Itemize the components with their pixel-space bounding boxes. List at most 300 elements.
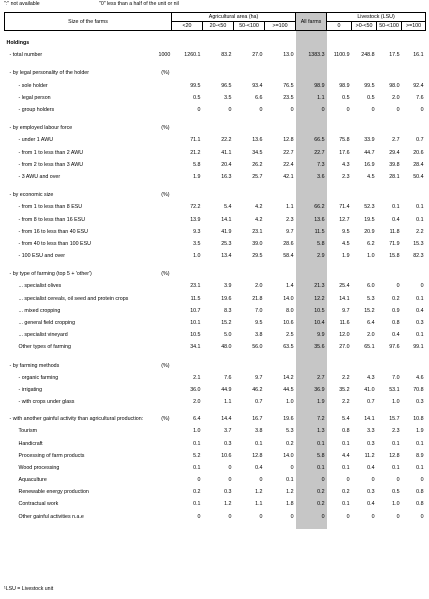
value-cell bbox=[172, 67, 203, 79]
row-label: Other gainful activities n.a.e bbox=[18, 513, 84, 520]
value-cell: 76.5 bbox=[283, 82, 294, 89]
value-cell bbox=[352, 67, 377, 79]
value-cell: 35.2 bbox=[339, 386, 350, 393]
empty-cell bbox=[5, 523, 157, 529]
value-cell bbox=[327, 37, 352, 49]
value-cell: 13.9 bbox=[190, 216, 201, 223]
value-cell: 2.0 bbox=[392, 94, 400, 101]
row-label: ... specialist cereals, oil seed and protein crops bbox=[18, 295, 129, 302]
value-cell: 71.9 bbox=[389, 240, 400, 247]
value-cell: 10.6 bbox=[283, 320, 294, 327]
empty-cell bbox=[234, 523, 265, 529]
value-cell: 12.8 bbox=[283, 137, 294, 144]
value-cell: 1.2 bbox=[286, 489, 294, 496]
agri-col-header: >=100 bbox=[265, 22, 296, 31]
row-unit bbox=[157, 213, 172, 225]
table-row bbox=[5, 486, 426, 498]
value-cell: 4.5 bbox=[342, 240, 350, 247]
value-cell: 0 bbox=[396, 477, 400, 484]
row-unit bbox=[157, 486, 172, 498]
row-unit bbox=[157, 280, 172, 292]
value-cell: 14.0 bbox=[283, 452, 294, 459]
live-col-header: 50-<100 bbox=[377, 22, 402, 31]
value-cell: 16.1 bbox=[413, 52, 424, 59]
value-cell: 3.9 bbox=[224, 283, 232, 290]
value-cell: 0.1 bbox=[416, 216, 424, 223]
value-cell: 16.9 bbox=[364, 161, 375, 168]
value-cell bbox=[172, 268, 203, 280]
value-cell: 10.1 bbox=[190, 320, 201, 327]
value-cell: 14.0 bbox=[283, 295, 294, 302]
value-cell: 2.0 bbox=[255, 283, 263, 290]
value-cell: 1260.1 bbox=[184, 52, 201, 59]
row-label: Renewable energy production bbox=[18, 489, 89, 496]
farm-structure-table bbox=[4, 12, 426, 529]
all-farms-cell: 7.3 bbox=[296, 159, 327, 171]
value-cell: 0.1 bbox=[255, 440, 263, 447]
row-unit bbox=[157, 384, 172, 396]
value-cell: 0 bbox=[259, 477, 263, 484]
value-cell bbox=[265, 67, 296, 79]
table-row bbox=[5, 37, 426, 49]
value-cell: 58.4 bbox=[283, 253, 294, 260]
value-cell: 0.1 bbox=[193, 501, 201, 508]
value-cell: 9.7 bbox=[286, 228, 294, 235]
value-cell: 98.0 bbox=[389, 82, 400, 89]
value-cell: 10.6 bbox=[221, 452, 232, 459]
all-farms-cell bbox=[296, 360, 327, 372]
value-cell: 16.7 bbox=[252, 415, 263, 422]
value-cell: 2.2 bbox=[342, 374, 350, 381]
value-cell: 12.7 bbox=[339, 216, 350, 223]
value-cell: 15.3 bbox=[413, 240, 424, 247]
empty-cell bbox=[157, 523, 172, 529]
table-row bbox=[5, 329, 426, 341]
value-cell: 33.9 bbox=[364, 137, 375, 144]
value-cell: 0.1 bbox=[342, 464, 350, 471]
row-label: - 100 ESU and over bbox=[18, 253, 66, 260]
value-cell: 5.3 bbox=[367, 295, 375, 302]
value-cell: 1.9 bbox=[193, 173, 201, 180]
value-cell: 22.2 bbox=[221, 137, 232, 144]
row-unit bbox=[157, 329, 172, 341]
value-cell: 0 bbox=[420, 283, 424, 290]
footnote: ¹LSU = Livestock unit bbox=[4, 586, 54, 592]
all-farms-cell: 35.6 bbox=[296, 341, 327, 353]
value-cell bbox=[265, 189, 296, 201]
table-row bbox=[5, 92, 426, 104]
value-cell: 1.9 bbox=[416, 428, 424, 435]
row-label: Tourism bbox=[18, 428, 38, 435]
row-label: - by legal personality of the holder bbox=[9, 70, 89, 77]
table-row bbox=[5, 134, 426, 146]
live-col-header: >0-<50 bbox=[352, 22, 377, 31]
all-farms-cell: 0.1 bbox=[296, 437, 327, 449]
all-farms-cell: 5.8 bbox=[296, 450, 327, 462]
row-unit bbox=[157, 80, 172, 92]
agricultural-area-header: Agricultural area (ha) bbox=[172, 13, 296, 22]
value-cell bbox=[377, 67, 402, 79]
value-cell: 27.0 bbox=[339, 344, 350, 351]
value-cell: 0 bbox=[346, 107, 350, 114]
value-cell: 2.5 bbox=[286, 332, 294, 339]
row-label: - by farming methods bbox=[9, 362, 60, 369]
value-cell: 46.2 bbox=[252, 386, 263, 393]
row-label: - from 1 to less than 8 ESU bbox=[18, 204, 83, 211]
agri-col-header: 50-<100 bbox=[234, 22, 265, 31]
value-cell bbox=[352, 360, 377, 372]
value-cell: 0.1 bbox=[416, 464, 424, 471]
value-cell bbox=[327, 122, 352, 134]
value-cell: 0.5 bbox=[342, 94, 350, 101]
value-cell: 75.8 bbox=[339, 137, 350, 144]
value-cell: 0.2 bbox=[392, 295, 400, 302]
value-cell: 0 bbox=[290, 513, 294, 520]
value-cell: 0.1 bbox=[342, 501, 350, 508]
value-cell: 50.4 bbox=[413, 173, 424, 180]
value-cell: 6.4 bbox=[193, 415, 201, 422]
value-cell: 0.9 bbox=[392, 307, 400, 314]
row-label: - by economic size bbox=[9, 192, 54, 199]
value-cell bbox=[327, 67, 352, 79]
all-farms-cell bbox=[296, 122, 327, 134]
empty-cell bbox=[172, 523, 203, 529]
value-cell: 63.5 bbox=[283, 344, 294, 351]
value-cell: 6.4 bbox=[367, 320, 375, 327]
table-row bbox=[5, 201, 426, 213]
row-unit bbox=[157, 92, 172, 104]
row-unit bbox=[157, 437, 172, 449]
value-cell: 5.0 bbox=[224, 332, 232, 339]
agri-col-header: 20-<50 bbox=[203, 22, 234, 31]
table-row bbox=[5, 305, 426, 317]
value-cell: 2.7 bbox=[392, 137, 400, 144]
value-cell: 7.6 bbox=[224, 374, 232, 381]
row-unit bbox=[157, 134, 172, 146]
value-cell: 25.7 bbox=[252, 173, 263, 180]
value-cell: 98.9 bbox=[339, 82, 350, 89]
value-cell: 23.1 bbox=[190, 283, 201, 290]
value-cell: 19.5 bbox=[364, 216, 375, 223]
all-farms-cell: 1.9 bbox=[296, 396, 327, 408]
value-cell: 9.5 bbox=[342, 228, 350, 235]
row-label: - with another gainful activity than agricultural production: bbox=[9, 415, 144, 422]
all-farms-header: All farms bbox=[296, 13, 327, 31]
value-cell: 3.8 bbox=[255, 428, 263, 435]
row-unit: (%) bbox=[161, 415, 170, 422]
value-cell: 23.1 bbox=[252, 228, 263, 235]
value-cell: 99.1 bbox=[413, 344, 424, 351]
all-farms-cell: 98.9 bbox=[296, 80, 327, 92]
value-cell: 0.5 bbox=[367, 94, 375, 101]
row-label: Other types of farming bbox=[18, 344, 71, 351]
value-cell: 0 bbox=[346, 513, 350, 520]
value-cell bbox=[234, 360, 265, 372]
value-cell: 72.2 bbox=[190, 204, 201, 211]
row-unit: (%) bbox=[161, 362, 170, 369]
table-row bbox=[5, 159, 426, 171]
value-cell: 44.7 bbox=[364, 149, 375, 156]
table-row bbox=[5, 250, 426, 262]
row-label: - irrigating bbox=[18, 386, 43, 393]
empty-cell bbox=[203, 523, 234, 529]
value-cell: 0.1 bbox=[392, 464, 400, 471]
table-row bbox=[5, 360, 426, 372]
value-cell: 7.0 bbox=[255, 307, 263, 314]
table-row bbox=[5, 268, 426, 280]
all-farms-cell: 10.5 bbox=[296, 305, 327, 317]
value-cell: 20.9 bbox=[364, 228, 375, 235]
empty-cell bbox=[377, 523, 402, 529]
table-row bbox=[5, 213, 426, 225]
value-cell: 0.2 bbox=[286, 440, 294, 447]
row-label: - total number bbox=[9, 52, 43, 59]
spacer-row bbox=[5, 523, 426, 529]
row-label: Wood processing bbox=[18, 464, 60, 471]
empty-cell bbox=[265, 523, 296, 529]
all-farms-cell: 66.5 bbox=[296, 134, 327, 146]
value-cell: 1.0 bbox=[286, 399, 294, 406]
value-cell: 44.9 bbox=[221, 386, 232, 393]
value-cell: 11.2 bbox=[364, 452, 375, 459]
value-cell: 0.1 bbox=[392, 204, 400, 211]
value-cell bbox=[172, 189, 203, 201]
value-cell: 0 bbox=[228, 107, 232, 114]
row-unit bbox=[157, 474, 172, 486]
value-cell: 248.8 bbox=[361, 52, 375, 59]
value-cell bbox=[402, 67, 426, 79]
value-cell bbox=[265, 360, 296, 372]
value-cell: 10.7 bbox=[190, 307, 201, 314]
value-cell: 6.2 bbox=[367, 240, 375, 247]
value-cell: 2.3 bbox=[286, 216, 294, 223]
row-unit: (%) bbox=[161, 192, 170, 199]
value-cell: 4.6 bbox=[416, 374, 424, 381]
all-farms-cell bbox=[296, 189, 327, 201]
row-label: ... general field cropping bbox=[18, 320, 76, 327]
all-farms-cell: 36.9 bbox=[296, 384, 327, 396]
value-cell: 0 bbox=[420, 107, 424, 114]
value-cell: 0.1 bbox=[342, 440, 350, 447]
value-cell: 41.1 bbox=[221, 149, 232, 156]
all-farms-cell: 0.2 bbox=[296, 498, 327, 510]
value-cell bbox=[234, 122, 265, 134]
row-unit bbox=[157, 238, 172, 250]
note-zero-meaning: "0" less than a half of the unit or nil bbox=[99, 1, 179, 7]
value-cell: 13.6 bbox=[252, 137, 263, 144]
value-cell: 12.8 bbox=[389, 452, 400, 459]
value-cell: 0.7 bbox=[416, 137, 424, 144]
table-row bbox=[5, 474, 426, 486]
table-row bbox=[5, 384, 426, 396]
value-cell: 1.2 bbox=[224, 501, 232, 508]
note-not-available: ":" not available bbox=[4, 1, 40, 7]
value-cell: 0.8 bbox=[416, 501, 424, 508]
value-cell bbox=[265, 122, 296, 134]
value-cell: 1.0 bbox=[367, 253, 375, 260]
value-cell: 0 bbox=[259, 107, 263, 114]
value-cell: 0 bbox=[371, 107, 375, 114]
row-label: - by type of farming (top 5 + 'other') bbox=[9, 271, 92, 278]
row-label: ... specialist olives bbox=[18, 283, 62, 290]
all-farms-cell: 0.1 bbox=[296, 462, 327, 474]
value-cell: 25.4 bbox=[339, 283, 350, 290]
value-cell: 0 bbox=[396, 107, 400, 114]
all-farms-cell: 66.2 bbox=[296, 201, 327, 213]
value-cell: 96.5 bbox=[221, 82, 232, 89]
value-cell: 4.3 bbox=[367, 374, 375, 381]
value-cell: 7.0 bbox=[392, 374, 400, 381]
all-farms-cell: 0.2 bbox=[296, 486, 327, 498]
value-cell bbox=[203, 122, 234, 134]
value-cell: 4.3 bbox=[342, 161, 350, 168]
value-cell: 0.4 bbox=[392, 216, 400, 223]
value-cell: 4.5 bbox=[367, 173, 375, 180]
value-cell: 11.5 bbox=[190, 295, 201, 302]
value-cell: 0.5 bbox=[392, 489, 400, 496]
value-cell: 83.2 bbox=[221, 52, 232, 59]
value-cell: 0.3 bbox=[224, 440, 232, 447]
value-cell bbox=[234, 37, 265, 49]
value-cell bbox=[352, 189, 377, 201]
value-cell: 1.0 bbox=[392, 399, 400, 406]
value-cell: 5.4 bbox=[224, 204, 232, 211]
value-cell bbox=[352, 268, 377, 280]
value-cell: 12.8 bbox=[252, 452, 263, 459]
row-unit bbox=[157, 226, 172, 238]
value-cell: 36.0 bbox=[190, 386, 201, 393]
value-cell: 22.4 bbox=[283, 161, 294, 168]
value-cell: 11.8 bbox=[389, 228, 400, 235]
value-cell: 0.1 bbox=[416, 204, 424, 211]
value-cell: 42.1 bbox=[283, 173, 294, 180]
value-cell: 3.5 bbox=[224, 94, 232, 101]
value-cell: 48.0 bbox=[221, 344, 232, 351]
value-cell: 0 bbox=[396, 513, 400, 520]
value-cell: 0 bbox=[290, 107, 294, 114]
row-unit bbox=[157, 425, 172, 437]
value-cell: 0.4 bbox=[367, 501, 375, 508]
table-row bbox=[5, 317, 426, 329]
value-cell bbox=[402, 122, 426, 134]
value-cell: 0 bbox=[290, 464, 294, 471]
value-cell: 0 bbox=[228, 513, 232, 520]
value-cell: 3.3 bbox=[367, 428, 375, 435]
value-cell: 4.2 bbox=[255, 216, 263, 223]
value-cell: 0 bbox=[396, 283, 400, 290]
value-cell bbox=[327, 268, 352, 280]
all-farms-cell: 0 bbox=[296, 511, 327, 523]
all-farms-cell bbox=[296, 37, 327, 49]
value-cell: 0.8 bbox=[392, 320, 400, 327]
row-label: Processing of farm products bbox=[18, 452, 85, 459]
value-cell: 70.8 bbox=[413, 386, 424, 393]
livestock-header: Livestock (LSU) bbox=[327, 13, 426, 22]
row-unit bbox=[157, 317, 172, 329]
value-cell: 41.9 bbox=[221, 228, 232, 235]
row-unit bbox=[157, 147, 172, 159]
all-farms-cell: 1.3 bbox=[296, 425, 327, 437]
value-cell: 0.8 bbox=[342, 428, 350, 435]
table-row bbox=[5, 280, 426, 292]
value-cell bbox=[352, 122, 377, 134]
value-cell: 2.3 bbox=[392, 428, 400, 435]
all-farms-cell: 0 bbox=[296, 474, 327, 486]
value-cell: 0.1 bbox=[193, 464, 201, 471]
row-label: - from 16 to less than 40 ESU bbox=[18, 228, 88, 235]
row-unit bbox=[157, 498, 172, 510]
value-cell: 39.8 bbox=[389, 161, 400, 168]
value-cell: 0.4 bbox=[416, 307, 424, 314]
value-cell bbox=[234, 67, 265, 79]
value-cell: 0.3 bbox=[367, 489, 375, 496]
table-row bbox=[5, 80, 426, 92]
value-cell: 3.8 bbox=[255, 332, 263, 339]
live-col-header: >=100 bbox=[402, 22, 426, 31]
all-farms-cell: 11.5 bbox=[296, 226, 327, 238]
row-unit bbox=[157, 396, 172, 408]
value-cell: 41.0 bbox=[364, 386, 375, 393]
value-cell: 1.2 bbox=[255, 489, 263, 496]
value-cell bbox=[172, 37, 203, 49]
value-cell: 0.1 bbox=[193, 440, 201, 447]
row-label: - sole holder bbox=[18, 82, 48, 89]
value-cell: 39.0 bbox=[252, 240, 263, 247]
value-cell: 0.1 bbox=[416, 295, 424, 302]
value-cell: 9.5 bbox=[255, 320, 263, 327]
table-row bbox=[5, 341, 426, 353]
value-cell: 0.3 bbox=[367, 440, 375, 447]
value-cell: 15.2 bbox=[221, 320, 232, 327]
row-unit: 1000 bbox=[158, 52, 171, 59]
value-cell: 82.3 bbox=[413, 253, 424, 260]
live-col-header: 0 bbox=[327, 22, 352, 31]
table-row bbox=[5, 226, 426, 238]
row-label: - 3 AWU and over bbox=[18, 173, 61, 180]
value-cell: 17.6 bbox=[339, 149, 350, 156]
value-cell bbox=[402, 189, 426, 201]
value-cell bbox=[203, 67, 234, 79]
value-cell: 14.2 bbox=[283, 374, 294, 381]
value-cell bbox=[327, 189, 352, 201]
value-cell: 0.7 bbox=[255, 399, 263, 406]
value-cell bbox=[402, 268, 426, 280]
value-cell: 16.3 bbox=[221, 173, 232, 180]
value-cell: 4.4 bbox=[342, 452, 350, 459]
value-cell: 1.1 bbox=[224, 399, 232, 406]
value-cell: 29.5 bbox=[252, 253, 263, 260]
value-cell: 20.6 bbox=[413, 149, 424, 156]
table-row bbox=[5, 450, 426, 462]
value-cell: 3.7 bbox=[224, 428, 232, 435]
value-cell: 1.1 bbox=[286, 204, 294, 211]
value-cell: 21.8 bbox=[252, 295, 263, 302]
value-cell: 27.0 bbox=[252, 52, 263, 59]
value-cell bbox=[234, 268, 265, 280]
value-cell: 8.9 bbox=[416, 452, 424, 459]
value-cell: 17.5 bbox=[389, 52, 400, 59]
table-row bbox=[5, 49, 426, 61]
all-farms-cell: 13.6 bbox=[296, 213, 327, 225]
value-cell bbox=[234, 189, 265, 201]
row-label: - from 2 to less than 3 AWU bbox=[18, 161, 84, 168]
value-cell: 21.2 bbox=[190, 149, 201, 156]
value-cell: 1.0 bbox=[392, 501, 400, 508]
value-cell: 0.4 bbox=[255, 464, 263, 471]
value-cell: 29.4 bbox=[389, 149, 400, 156]
value-cell bbox=[265, 37, 296, 49]
value-cell: 56.0 bbox=[252, 344, 263, 351]
